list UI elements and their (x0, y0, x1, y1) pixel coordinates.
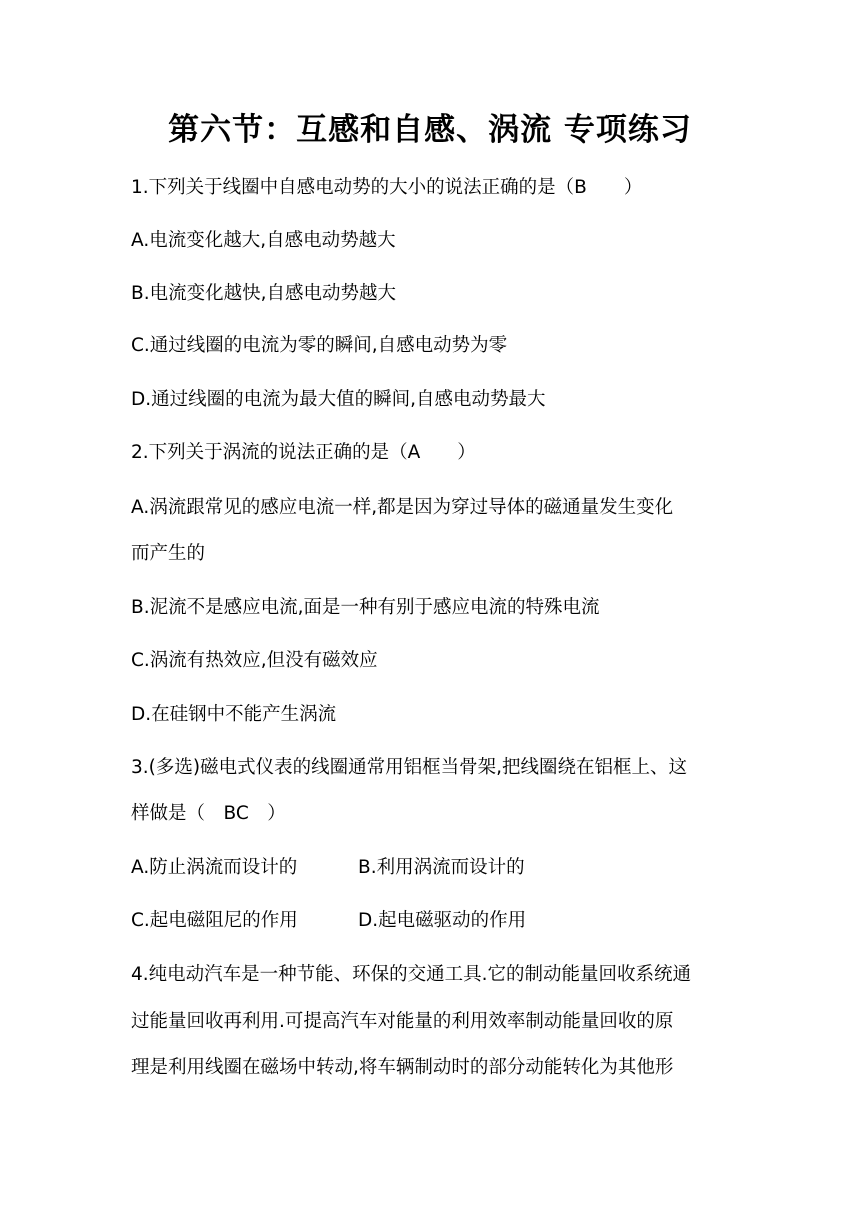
question-2-option-b: B.泥流不是感应电流,面是一种有别于感应电流的特殊电流 (131, 597, 600, 618)
question-4-line-1: 4.纯电动汽车是一种节能、环保的交通工具.它的制动能量回收系统通 (131, 964, 692, 985)
question-3-option-a: A.防止涡流而设计的 (131, 857, 298, 878)
question-3-stem-line-1: 3.(多选)磁电式仪表的线圈通常用铝框当骨架,把线圈绕在铝框上、这 (131, 757, 687, 778)
question-2-option-a: A.涡流跟常见的感应电流一样,都是因为穿过导体的磁通量发生变化 (131, 497, 674, 518)
question-4-line-3: 理是利用线圈在磁场中转动,将车辆制动时的部分动能转化为其他形 (131, 1057, 674, 1078)
question-2-option-a-continued: 而产生的 (131, 543, 206, 564)
question-2-stem: 2.下列关于涡流的说法正确的是（A ） (131, 442, 476, 463)
question-2-option-c: C.涡流有热效应,但没有磁效应 (131, 650, 378, 671)
question-1-stem: 1.下列关于线圈中自感电动势的大小的说法正确的是（B ） (131, 177, 643, 198)
question-3-stem-line-2: 样做是（ BC ） (131, 803, 286, 824)
question-1-option-b: B.电流变化越快,自感电动势越大 (131, 283, 396, 304)
question-4-line-2: 过能量回收再利用.可提高汽车对能量的利用效率制动能量回收的原 (131, 1011, 674, 1032)
question-1-option-c: C.通过线圈的电流为零的瞬间,自感电动势为零 (131, 335, 508, 356)
question-1-option-d: D.通过线圈的电流为最大值的瞬间,自感电动势最大 (131, 389, 546, 410)
question-2-option-d: D.在硅钢中不能产生涡流 (131, 704, 337, 725)
question-3-option-b: B.利用涡流而设计的 (358, 857, 525, 878)
question-1-option-a: A.电流变化越大,自感电动势越大 (131, 230, 396, 251)
document-title: 第六节：互感和自感、涡流 专项练习 (168, 112, 692, 148)
question-3-option-d: D.起电磁驱动的作用 (358, 910, 527, 931)
question-3-option-c: C.起电磁阻尼的作用 (131, 910, 298, 931)
